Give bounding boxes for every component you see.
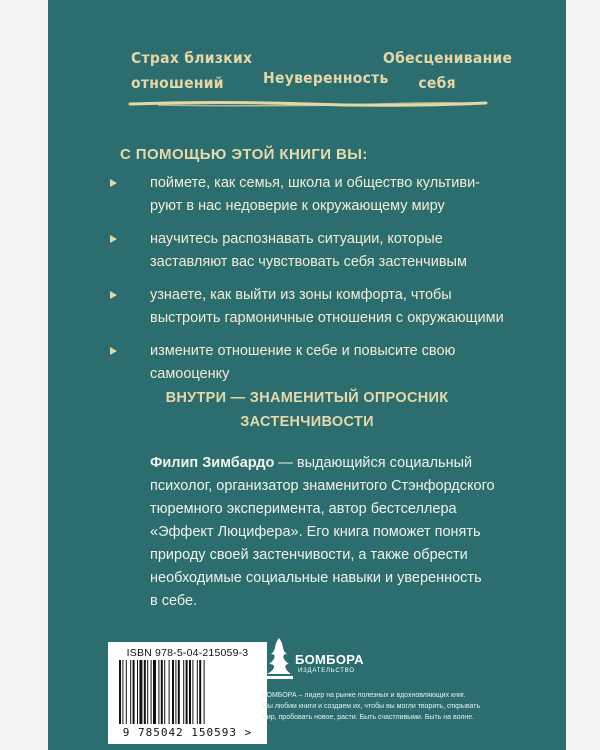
intro-heading: С ПОМОЩЬЮ ЭТОЙ КНИГИ ВЫ:	[120, 146, 368, 163]
list-item: измените отношение к себе и повысите свою самооценку	[110, 340, 540, 386]
author-bio: Филип Зимбардо — выдающийся социальный психолог, организатор знаменитого Стэнфордского тюремного эксперимента, автор бестселлера «Эффект Люцифера». Его книга поможет понять природу своей застенчивости, а также обрести необходимые социальные навыки и уверенность в себе.	[150, 455, 495, 609]
publisher-slogan: БОМБОРА – лидер на рынке полезных и вдохновляющих книг. Мы любим книги и создаем их, чтобы вы могли творить, открывать мир, пробовать новое, расти. Быть счастливыми. Быть на волне.	[262, 692, 481, 721]
barcode	[108, 642, 267, 744]
bombora-logo-icon	[263, 636, 295, 682]
fear-label-self-devaluation: Обесценивание себя	[383, 49, 513, 92]
brush-stroke-divider	[128, 99, 488, 109]
triangle-bullet-icon	[110, 347, 117, 355]
publisher-subtitle: ИЗДАТЕЛЬСТВО	[298, 668, 355, 674]
barcode-digits: 9 785042 150593 >	[122, 726, 253, 739]
benefits-list	[110, 172, 540, 396]
publisher-name: БОМБОРА	[295, 652, 364, 667]
isbn-label: ISBN 978-5-04-215059-3	[126, 647, 249, 659]
fear-label-close-relationships: Страх близких отношений	[131, 49, 253, 92]
fear-label-insecurity: Неуверенность	[263, 69, 389, 87]
barcode-bars	[117, 660, 258, 726]
questionnaire-note: ВНУТРИ — ЗНАМЕНИТЫЙ ОПРОСНИК ЗАСТЕНЧИВОСТИ	[165, 390, 449, 430]
triangle-bullet-icon	[110, 291, 117, 299]
triangle-bullet-icon	[110, 235, 117, 243]
list-item: узнаете, как выйти из зоны комфорта, чтобы выстроить гармоничные отношения с окружающими	[110, 284, 540, 330]
list-item: поймете, как семья, школа и общество культиви- руют в нас недоверие к окружающему миру	[110, 172, 540, 218]
triangle-bullet-icon	[110, 179, 117, 187]
list-item: научитесь распознавать ситуации, которые заставляют вас чувствовать себя застенчивым	[110, 228, 540, 274]
book-back-cover	[48, 0, 566, 750]
author-name: Филип Зимбардо	[150, 455, 275, 471]
